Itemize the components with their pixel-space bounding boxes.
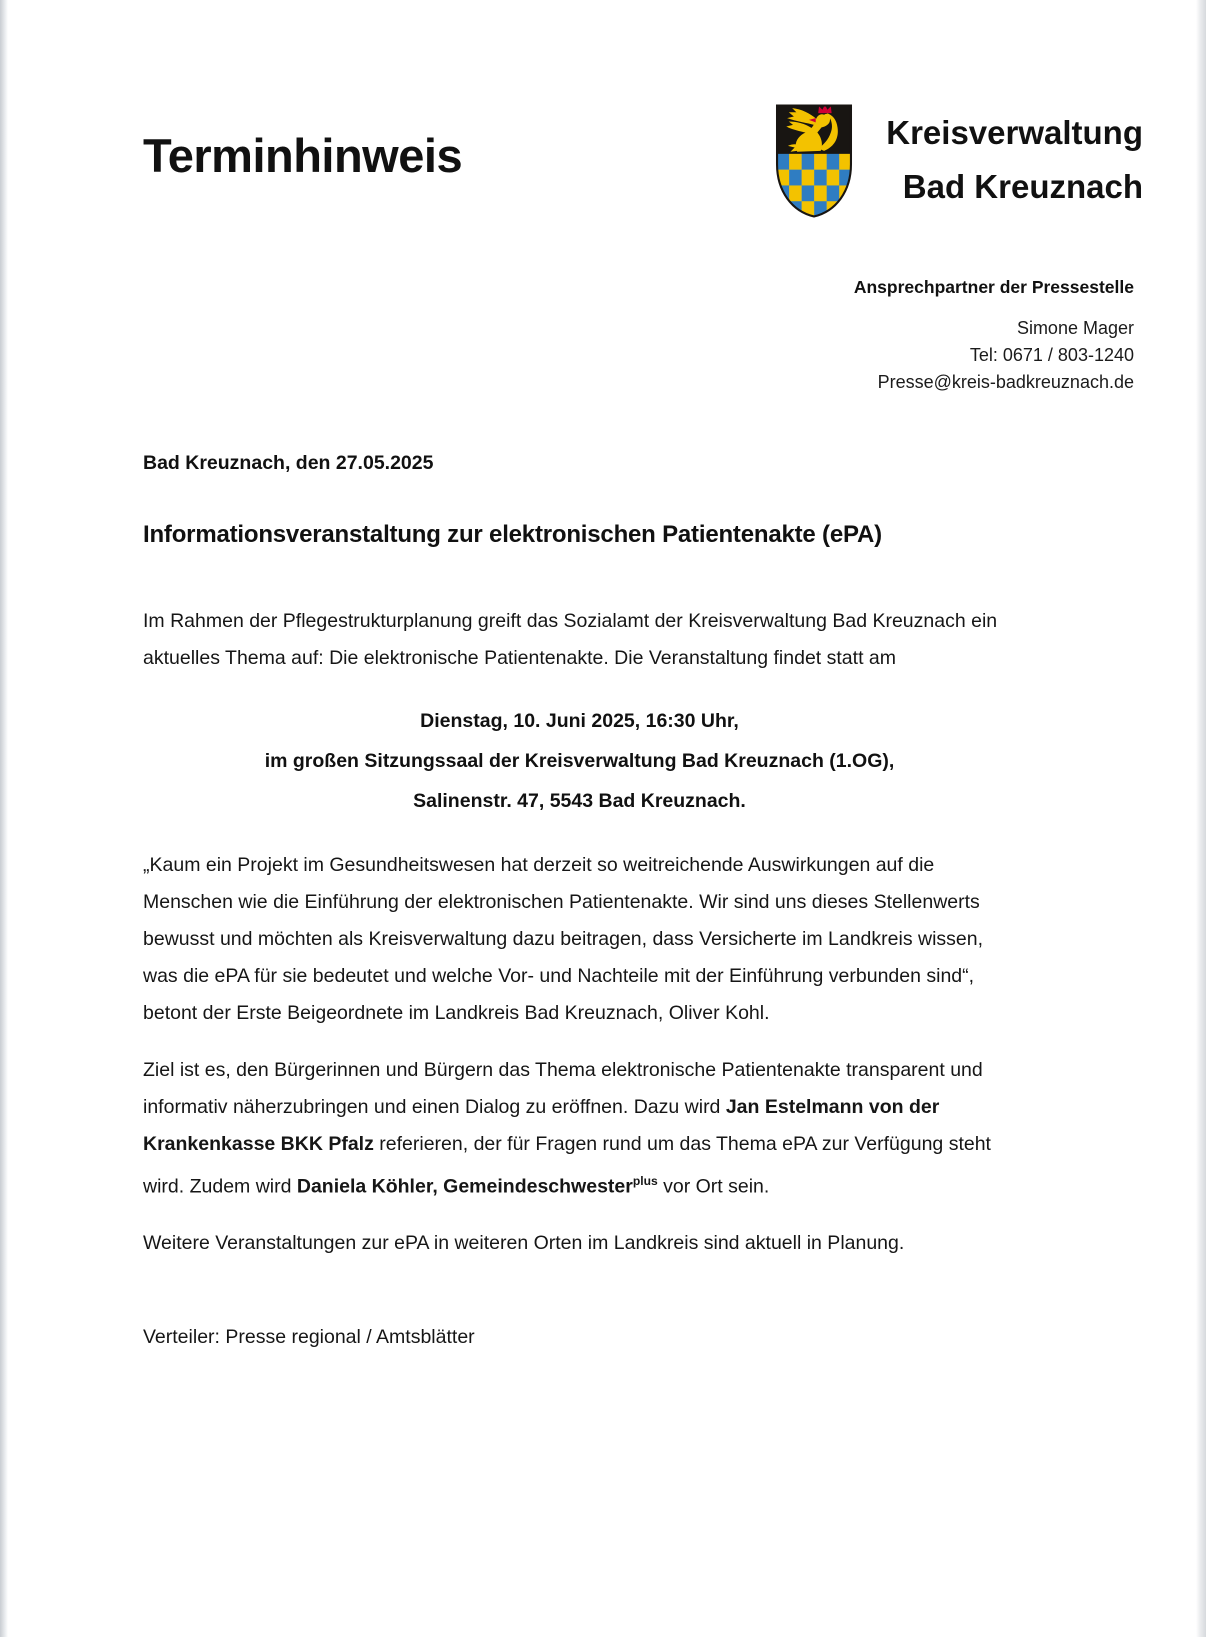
event-location: im großen Sitzungssaal der Kreisverwaltung Bad Kreuznach (1.OG), bbox=[264, 750, 895, 772]
page-title: Terminhinweis bbox=[143, 129, 463, 182]
event-date-time: Dienstag, 10. Juni 2025, 16:30 Uhr, bbox=[420, 710, 739, 732]
dateline: Bad Kreuznach, den 27.05.2025 bbox=[143, 452, 434, 474]
coat-of-arms-icon bbox=[772, 100, 856, 222]
header bbox=[0, 0, 1206, 222]
page-right-edge bbox=[1196, 0, 1206, 1637]
org-name bbox=[886, 106, 1143, 214]
brand-block bbox=[772, 100, 1143, 222]
headline: Informationsveranstaltung zur elektronischen Patientenakte (ePA) bbox=[143, 521, 882, 548]
checker-field bbox=[777, 154, 852, 217]
event-address: Salinenstr. 47, 5543 Bad Kreuznach. bbox=[413, 790, 746, 812]
more-events-paragraph: Weitere Veranstaltungen zur ePA in weiteren Orten im Landkreis sind aktuell in Planung. bbox=[143, 1231, 905, 1254]
document-body bbox=[0, 452, 1206, 1349]
contact-email: Presse@kreis-badkreuznach.de bbox=[877, 372, 1134, 392]
org-name-line2: Bad Kreuznach bbox=[902, 168, 1143, 205]
press-contact-block bbox=[0, 274, 1134, 396]
page-left-edge bbox=[0, 0, 8, 1637]
intro-paragraph: Im Rahmen der Pflegestrukturplanung greift das Sozialamt der Kreisverwaltung Bad Kreuznach ein aktuelles Thema auf: Die elektronische Patientenakte. Die Veranstaltung findet statt am bbox=[143, 610, 998, 669]
org-name-line1: Kreisverwaltung bbox=[886, 114, 1143, 151]
contact-heading: Ansprechpartner der Pressestelle bbox=[853, 277, 1134, 297]
contact-phone: Tel: 0671 / 803-1240 bbox=[969, 345, 1134, 365]
contact-name: Simone Mager bbox=[1016, 318, 1134, 338]
quote-paragraph: „Kaum ein Projekt im Gesundheitswesen hat derzeit so weitreichende Auswirkungen auf die Menschen wie die Einführung der elektronischen Patientenakte. Wir sind uns dieses Stellenwerts bewusst und möchten als Kreisverwaltung dazu beitragen, dass Versicherte im Landkreis wissen, was die ePA für sie bedeutet und welche Vor- und Nachteile mit der Einführung verbunden sind“, betont der Erste Beigeordnete im Landkreis Bad Kreuznach, Oliver Kohl. bbox=[143, 854, 984, 1024]
distribution-line: Verteiler: Presse regional / Amtsblätter bbox=[143, 1325, 475, 1348]
goal-paragraph: Ziel ist es, den Bürgerinnen und Bürgern das Thema elektronische Patientenakte transparent und informativ näherzubringen und einen Dialog zu eröffnen. Dazu wird Jan Estelmann von der Krankenkasse BKK Pfalz referieren, der für Fragen rund um das Thema ePA zur Verfügung steht wird. Zudem wird Daniela Köhler, Gemeindeschwester$^{plus}$ vor Ort sein. bbox=[143, 1058, 991, 1197]
event-details bbox=[143, 701, 1016, 821]
